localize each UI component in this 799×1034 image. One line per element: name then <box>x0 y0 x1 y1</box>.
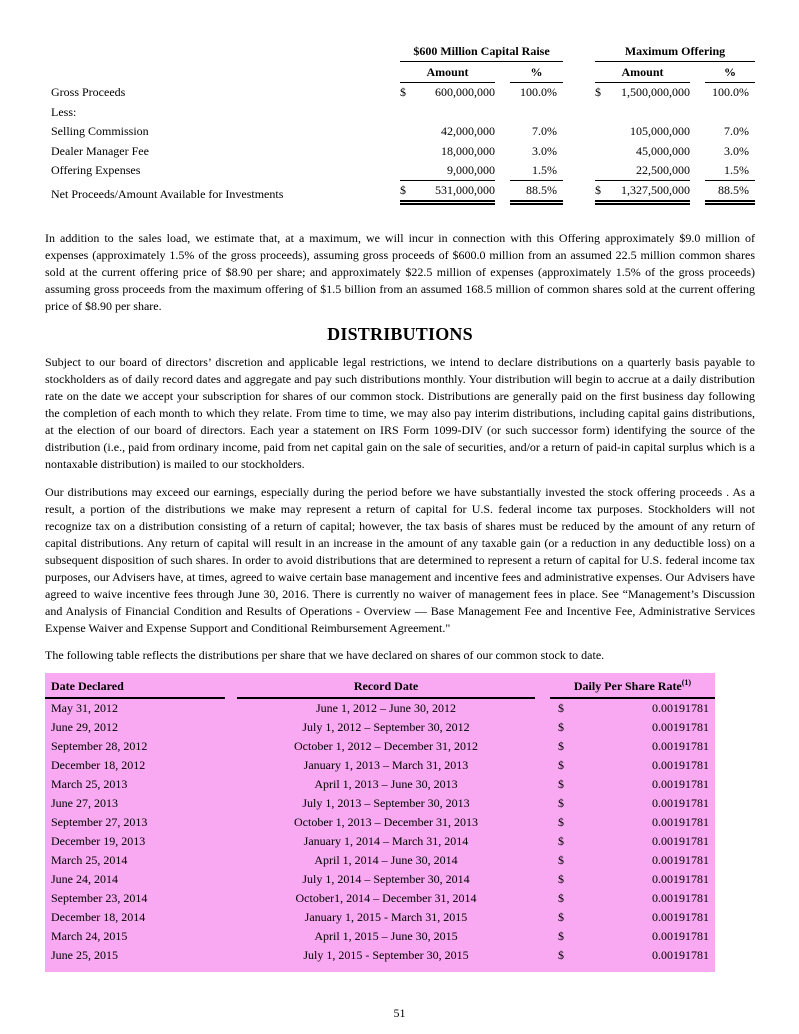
amount-value: 18,000,000 <box>441 143 495 158</box>
distributions-table-body <box>45 699 715 965</box>
amount-cell <box>595 161 690 181</box>
rate-cell <box>550 946 715 965</box>
amount-cell <box>595 122 690 142</box>
currency-symbol: $ <box>558 814 564 829</box>
spacer <box>563 142 595 162</box>
amount-value: 1,327,500,000 <box>621 182 690 197</box>
distributions-heading: DISTRIBUTIONS <box>327 323 473 344</box>
spacer <box>225 737 237 756</box>
spacer <box>225 832 237 851</box>
percent-value: 1.5% <box>705 161 755 181</box>
amount-value: 105,000,000 <box>630 124 690 138</box>
spacer <box>225 699 237 718</box>
column-header-date-declared: Date Declared <box>45 677 225 699</box>
rate-value: 0.00191781 <box>652 738 709 753</box>
column-header-daily-rate <box>550 677 715 699</box>
distributions-table-header-row <box>45 677 715 699</box>
spacer <box>535 756 550 775</box>
spacer <box>225 794 237 813</box>
currency-symbol: $ <box>558 700 564 715</box>
record-date: October1, 2014 – December 31, 2014 <box>295 890 477 905</box>
spacer <box>690 103 705 123</box>
currency-symbol: $ <box>558 757 564 772</box>
percent-value: 3.0% <box>532 143 557 158</box>
rate-value: 0.00191781 <box>652 776 709 791</box>
spacer <box>535 889 550 908</box>
amount-cell <box>595 181 690 205</box>
percent-value: 1.5% <box>510 161 563 181</box>
amount-cell <box>595 103 690 123</box>
spacer <box>495 142 510 162</box>
rate-cell <box>550 832 715 851</box>
amount-cell <box>400 181 495 205</box>
column-header-daily-rate-label: Daily Per Share Rate <box>573 678 682 693</box>
distribution-row <box>45 737 715 756</box>
distribution-row <box>45 699 715 718</box>
column-header-amount-2: Amount <box>595 62 690 83</box>
spacer <box>535 870 550 889</box>
spacer <box>495 161 510 181</box>
spacer <box>563 122 595 142</box>
distribution-row <box>45 889 715 908</box>
spacer <box>535 699 550 718</box>
date-declared: December 18, 2012 <box>51 757 146 772</box>
column-header-record-date: Record Date <box>237 677 535 699</box>
amount-value: 9,000,000 <box>447 163 495 177</box>
rate-value: 0.00191781 <box>652 719 709 734</box>
footnote-marker: (1) <box>681 677 692 687</box>
spacer <box>535 908 550 927</box>
spacer <box>690 142 705 162</box>
currency-symbol: $ <box>558 947 564 962</box>
rate-value: 0.00191781 <box>652 947 709 962</box>
record-date: July 1, 2014 – September 30, 2014 <box>302 871 470 886</box>
record-date: July 1, 2015 - September 30, 2015 <box>303 947 469 962</box>
amount-value: 531,000,000 <box>435 182 495 197</box>
date-declared: September 23, 2014 <box>51 890 148 905</box>
spacer <box>225 813 237 832</box>
rate-cell <box>550 813 715 832</box>
date-declared: December 18, 2014 <box>51 909 146 924</box>
row-label: Selling Commission <box>51 124 149 138</box>
column-header-percent-2: % <box>705 62 755 83</box>
rate-value: 0.00191781 <box>652 814 709 829</box>
rate-cell <box>550 775 715 794</box>
rate-cell <box>550 794 715 813</box>
row-label: Gross Proceeds <box>51 85 126 99</box>
distribution-row <box>45 946 715 965</box>
spacer <box>495 83 510 103</box>
spacer <box>535 946 550 965</box>
percent-value: 88.5% <box>705 181 755 205</box>
spacer <box>495 122 510 142</box>
amount-value <box>595 103 690 123</box>
record-date: July 1, 2013 – September 30, 2013 <box>302 795 470 810</box>
currency-symbol: $ <box>558 928 564 943</box>
rate-cell <box>550 699 715 718</box>
date-declared: December 19, 2013 <box>51 833 146 848</box>
rate-cell <box>550 908 715 927</box>
percent-value: 100.0% <box>712 85 749 99</box>
spacer <box>535 832 550 851</box>
distribution-row <box>45 851 715 870</box>
amount-value: 600,000,000 <box>435 85 495 99</box>
date-declared: June 25, 2015 <box>51 947 118 962</box>
rate-cell <box>550 737 715 756</box>
rate-cell <box>550 927 715 946</box>
currency-symbol: $ <box>558 833 564 848</box>
spacer <box>535 775 550 794</box>
spacer <box>535 794 550 813</box>
group-header-600m-capital-raise: $600 Million Capital Raise <box>400 44 563 62</box>
row-label: Less: <box>51 104 77 119</box>
distribution-row <box>45 794 715 813</box>
percent-value: 100.0% <box>520 85 557 99</box>
distribution-row <box>45 813 715 832</box>
rate-value: 0.00191781 <box>652 928 709 943</box>
currency-symbol: $ <box>558 852 564 867</box>
spacer <box>225 756 237 775</box>
spacer <box>535 927 550 946</box>
date-declared: June 27, 2013 <box>51 795 118 810</box>
group-header-maximum-offering: Maximum Offering <box>595 44 755 62</box>
amount-value: 22,500,000 <box>636 163 690 177</box>
amount-cell <box>595 83 690 103</box>
capital-table-subheader-row <box>45 62 755 83</box>
record-date: January 1, 2014 – March 31, 2014 <box>303 833 469 848</box>
spacer <box>495 185 510 205</box>
spacer <box>563 185 595 205</box>
date-declared: September 27, 2013 <box>51 814 148 829</box>
page-number: 51 <box>393 1006 406 1020</box>
rate-value: 0.00191781 <box>652 757 709 772</box>
currency-symbol: $ <box>558 890 564 905</box>
row-label: Offering Expenses <box>51 163 141 177</box>
paragraph-table-intro: The following table reflects the distributions per share that we have declared on shares of our common stock to date. <box>45 647 605 662</box>
record-date: June 1, 2012 – June 30, 2012 <box>316 700 456 715</box>
rate-cell <box>550 718 715 737</box>
rate-cell <box>550 851 715 870</box>
percent-value <box>510 103 563 123</box>
spacer <box>225 927 237 946</box>
record-date: April 1, 2015 – June 30, 2015 <box>314 928 458 943</box>
currency-symbol: $ <box>558 719 564 734</box>
rate-value: 0.00191781 <box>652 909 709 924</box>
capital-table-row <box>45 83 755 103</box>
date-declared: March 25, 2014 <box>51 852 128 867</box>
currency-symbol: $ <box>558 795 564 810</box>
rate-cell <box>550 889 715 908</box>
rate-cell <box>550 756 715 775</box>
currency-symbol: $ <box>558 871 564 886</box>
distribution-row <box>45 927 715 946</box>
amount-cell <box>400 83 495 103</box>
spacer <box>535 813 550 832</box>
currency-symbol: $ <box>595 85 601 99</box>
date-declared: June 24, 2014 <box>51 871 118 886</box>
paragraph-sales-load: In addition to the sales load, we estimate that, at a maximum, we will incur in connection with this Offering approximately $9.0 million of expenses (approximately 1.5% of the gross proceeds), assuming gross proceeds of $600.0 million from an assumed 22.5 million common shares sold at the current offering price of $8.90 per share; and approximately $22.5 million of expenses (approximately 1.5% of the gross proceeds) assuming gross proceeds from the maximum offering of $1.5 billion from an assumed 168.5 million of common shares sold at the current offering price of $8.90 per share. <box>45 230 755 313</box>
spacer <box>690 122 705 142</box>
spacer <box>690 161 705 181</box>
rate-value: 0.00191781 <box>652 852 709 867</box>
spacer <box>225 870 237 889</box>
currency-symbol: $ <box>400 182 406 197</box>
date-declared: May 31, 2012 <box>51 700 118 715</box>
amount-value: 1,500,000,000 <box>621 85 690 99</box>
paragraph-return-of-capital: Our distributions may exceed our earnings, especially during the period before we have substantially invested the stock offering proceeds . As a result, a portion of the distributions we make may represent a return of capital for U.S. federal income tax purposes. Stockholders will not recognize tax on a distribution consisting of a return of capital; however, the tax basis of shares must be reduced by the amount of any return of capital distributions. Any return of capital will result in an increase in the amount of any taxable gain (or a reduction in any deductible loss) on a subsequent disposition of such shares. In order to avoid distributions that are determined to represent a return of capital for U.S. federal income tax purposes, our Advisers have, at times, agreed to waive certain base management and incentive fees and administrative expenses. Our Advisers have agreed to waive incentive fees through June 30, 2016. There is currently no waiver of management fees in place. See “Management’s Discussion and Analysis of Financial Condition and Results of Operations - Overview — Base Management Fee and Incentive Fee, Administrative Services Expense Waiver and Expense Support and Conditional Reimbursement Agreement." <box>45 484 755 635</box>
amount-cell <box>400 161 495 181</box>
distribution-row <box>45 908 715 927</box>
date-declared: March 24, 2015 <box>51 928 128 943</box>
amount-cell <box>400 142 495 162</box>
currency-symbol: $ <box>558 776 564 791</box>
amount-cell <box>595 142 690 162</box>
amount-value: 42,000,000 <box>441 124 495 138</box>
percent-value: 7.0% <box>724 124 749 138</box>
record-date: July 1, 2012 – September 30, 2012 <box>302 719 470 734</box>
rate-value: 0.00191781 <box>652 890 709 905</box>
currency-symbol: $ <box>400 85 406 99</box>
spacer <box>225 775 237 794</box>
capital-table-body <box>45 83 755 205</box>
column-header-amount-1: Amount <box>400 62 495 83</box>
spacer <box>225 946 237 965</box>
date-declared: March 25, 2013 <box>51 776 128 791</box>
distribution-row <box>45 870 715 889</box>
currency-symbol: $ <box>558 738 564 753</box>
row-label: Dealer Manager Fee <box>51 143 149 158</box>
rate-value: 0.00191781 <box>652 871 709 886</box>
capital-table-row <box>45 181 755 205</box>
capital-table-row <box>45 142 755 162</box>
capital-table-row <box>45 122 755 142</box>
spacer <box>225 908 237 927</box>
spacer <box>690 83 705 103</box>
currency-symbol: $ <box>595 182 601 197</box>
amount-value: 45,000,000 <box>636 143 690 158</box>
record-date: April 1, 2014 – June 30, 2014 <box>314 852 458 867</box>
spacer <box>225 851 237 870</box>
distribution-row <box>45 718 715 737</box>
rate-value: 0.00191781 <box>652 833 709 848</box>
amount-cell <box>400 103 495 123</box>
distribution-row <box>45 832 715 851</box>
date-declared: June 29, 2012 <box>51 719 118 734</box>
percent-value: 3.0% <box>724 143 749 158</box>
record-date: April 1, 2013 – June 30, 2013 <box>314 776 458 791</box>
spacer <box>495 103 510 123</box>
spacer <box>563 161 595 181</box>
spacer <box>535 718 550 737</box>
date-declared: September 28, 2012 <box>51 738 148 753</box>
percent-value: 88.5% <box>510 181 563 205</box>
rate-value: 0.00191781 <box>652 795 709 810</box>
column-header-percent-1: % <box>510 62 563 83</box>
spacer <box>535 851 550 870</box>
distribution-row <box>45 775 715 794</box>
percent-value <box>705 103 755 123</box>
record-date: January 1, 2013 – March 31, 2013 <box>303 757 469 772</box>
capital-table-group-header-row <box>45 44 755 62</box>
paragraph-distributions-policy: Subject to our board of directors’ discretion and applicable legal restrictions, we intend to declare distributions on a quarterly basis payable to stockholders as of daily record dates and aggregate and pay such distributions monthly. Your distribution will begin to accrue at a daily distribution rate on the date we accept your subscription for shares of our common stock. Distributions are generally paid on the first business day following the completion of each month to which they relate. From time to time, we may also pay interim distributions, including capital gains distributions, at the election of our board of directors. Each year a statement on IRS Form 1099-DIV (or such successor form) identifying the source of the distribution (i.e., paid from ordinary income, paid from net capital gain on the sale of securities, and/or a return of paid-in capital surplus which is a nontaxable distribution) is mailed to our stockholders. <box>45 354 755 471</box>
spacer <box>563 83 595 103</box>
amount-cell <box>400 122 495 142</box>
row-label: Net Proceeds/Amount Available for Investments <box>51 187 284 201</box>
record-date: October 1, 2012 – December 31, 2012 <box>294 738 478 753</box>
capital-raise-table <box>45 44 755 205</box>
spacer <box>225 889 237 908</box>
rate-value: 0.00191781 <box>652 700 709 715</box>
spacer <box>535 737 550 756</box>
capital-table-row <box>45 161 755 181</box>
percent-value: 7.0% <box>532 124 557 138</box>
distributions-table <box>45 673 715 972</box>
record-date: October 1, 2013 – December 31, 2013 <box>294 814 478 829</box>
spacer <box>225 718 237 737</box>
capital-table-row <box>45 103 755 123</box>
spacer <box>690 185 705 205</box>
record-date: January 1, 2015 - March 31, 2015 <box>304 909 468 924</box>
currency-symbol: $ <box>558 909 564 924</box>
amount-value <box>400 103 495 123</box>
distribution-row <box>45 756 715 775</box>
spacer <box>563 103 595 123</box>
rate-cell <box>550 870 715 889</box>
